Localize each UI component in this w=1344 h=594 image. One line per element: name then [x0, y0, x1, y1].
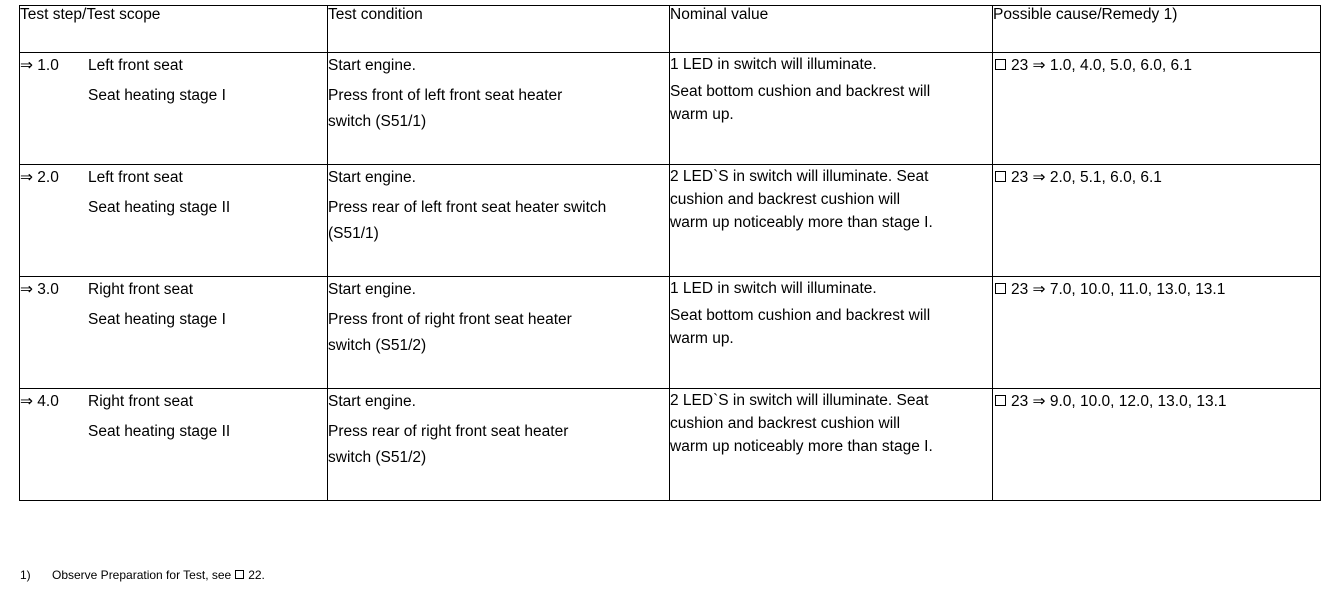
table-row [20, 165, 1321, 277]
test-condition-cell [328, 277, 670, 389]
test-condition-cell [328, 53, 670, 165]
condition-line: switch (S51/2) [328, 449, 427, 466]
nominal-value-cell [670, 389, 993, 501]
nominal-line: cushion and backrest cushion will [670, 415, 901, 432]
step-number: ⇒ 2.0 [20, 169, 59, 186]
test-step-cell [20, 53, 328, 165]
test-step-cell [20, 165, 328, 277]
nominal-value-cell [670, 53, 993, 165]
condition-line: (S51/1) [328, 225, 379, 242]
page-reference-icon [995, 395, 1006, 406]
header-nominal-value: Nominal value [670, 6, 993, 53]
header-test-condition: Test condition [328, 6, 670, 53]
test-step-cell [20, 389, 328, 501]
step-scope-title: Right front seat [88, 281, 194, 298]
test-condition-cell [328, 165, 670, 277]
nominal-line: 2 LED`S in switch will illuminate. Seat [670, 168, 929, 185]
nominal-line: warm up. [670, 106, 734, 123]
page-reference-icon [995, 59, 1006, 70]
nominal-line: Seat bottom cushion and backrest will [670, 83, 931, 100]
cause-reference: 23 ⇒ 2.0, 5.1, 6.0, 6.1 [1011, 169, 1162, 186]
step-scope-stage: Seat heating stage I [88, 87, 226, 104]
nominal-line: cushion and backrest cushion will [670, 191, 901, 208]
step-scope-title: Right front seat [88, 393, 194, 410]
footnote-text: Observe Preparation for Test, see [52, 568, 232, 582]
condition-line: Press rear of right front seat heater [328, 423, 569, 440]
possible-cause-cell [993, 165, 1321, 277]
table-row [20, 53, 1321, 165]
header-row [20, 6, 1321, 53]
possible-cause-cell [993, 277, 1321, 389]
step-scope-title: Left front seat [88, 169, 183, 186]
condition-line: Start engine. [328, 393, 416, 410]
nominal-line: warm up noticeably more than stage I. [670, 438, 933, 455]
table-row [20, 277, 1321, 389]
nominal-line: 2 LED`S in switch will illuminate. Seat [670, 392, 929, 409]
page-reference-icon [995, 171, 1006, 182]
nominal-line: Seat bottom cushion and backrest will [670, 307, 931, 324]
step-number: ⇒ 3.0 [20, 281, 59, 298]
condition-line: switch (S51/2) [328, 337, 427, 354]
possible-cause-cell [993, 389, 1321, 501]
condition-line: Start engine. [328, 281, 416, 298]
condition-line: Press rear of left front seat heater switch [328, 199, 607, 216]
test-step-cell [20, 277, 328, 389]
nominal-line: 1 LED in switch will illuminate. [670, 56, 877, 73]
nominal-value-cell [670, 277, 993, 389]
footnote-marker: 1) [20, 568, 31, 582]
page-reference-icon [995, 283, 1006, 294]
table-row [20, 389, 1321, 501]
cause-reference: 23 ⇒ 1.0, 4.0, 5.0, 6.0, 6.1 [1011, 57, 1193, 74]
nominal-line: warm up. [670, 330, 734, 347]
step-scope-stage: Seat heating stage II [88, 199, 231, 216]
cause-reference: 23 ⇒ 7.0, 10.0, 11.0, 13.0, 13.1 [1011, 281, 1226, 298]
test-table [19, 5, 1321, 501]
footnote-page-ref: 22. [248, 568, 265, 582]
nominal-line: warm up noticeably more than stage I. [670, 214, 933, 231]
test-condition-cell [328, 389, 670, 501]
step-number: ⇒ 1.0 [20, 57, 59, 74]
step-scope-stage: Seat heating stage II [88, 423, 231, 440]
header-possible-cause: Possible cause/Remedy 1) [993, 6, 1321, 53]
condition-line: Press front of left front seat heater [328, 87, 563, 104]
step-scope-title: Left front seat [88, 57, 183, 74]
cause-reference: 23 ⇒ 9.0, 10.0, 12.0, 13.0, 13.1 [1011, 393, 1227, 410]
nominal-line: 1 LED in switch will illuminate. [670, 280, 877, 297]
step-scope-stage: Seat heating stage I [88, 311, 226, 328]
footnote [20, 568, 265, 582]
condition-line: Press front of right front seat heater [328, 311, 572, 328]
condition-line: Start engine. [328, 57, 416, 74]
nominal-value-cell [670, 165, 993, 277]
possible-cause-cell [993, 53, 1321, 165]
page-reference-icon [235, 570, 244, 579]
condition-line: Start engine. [328, 169, 416, 186]
condition-line: switch (S51/1) [328, 113, 427, 130]
step-number: ⇒ 4.0 [20, 393, 59, 410]
header-test-step: Test step/Test scope [20, 6, 328, 53]
